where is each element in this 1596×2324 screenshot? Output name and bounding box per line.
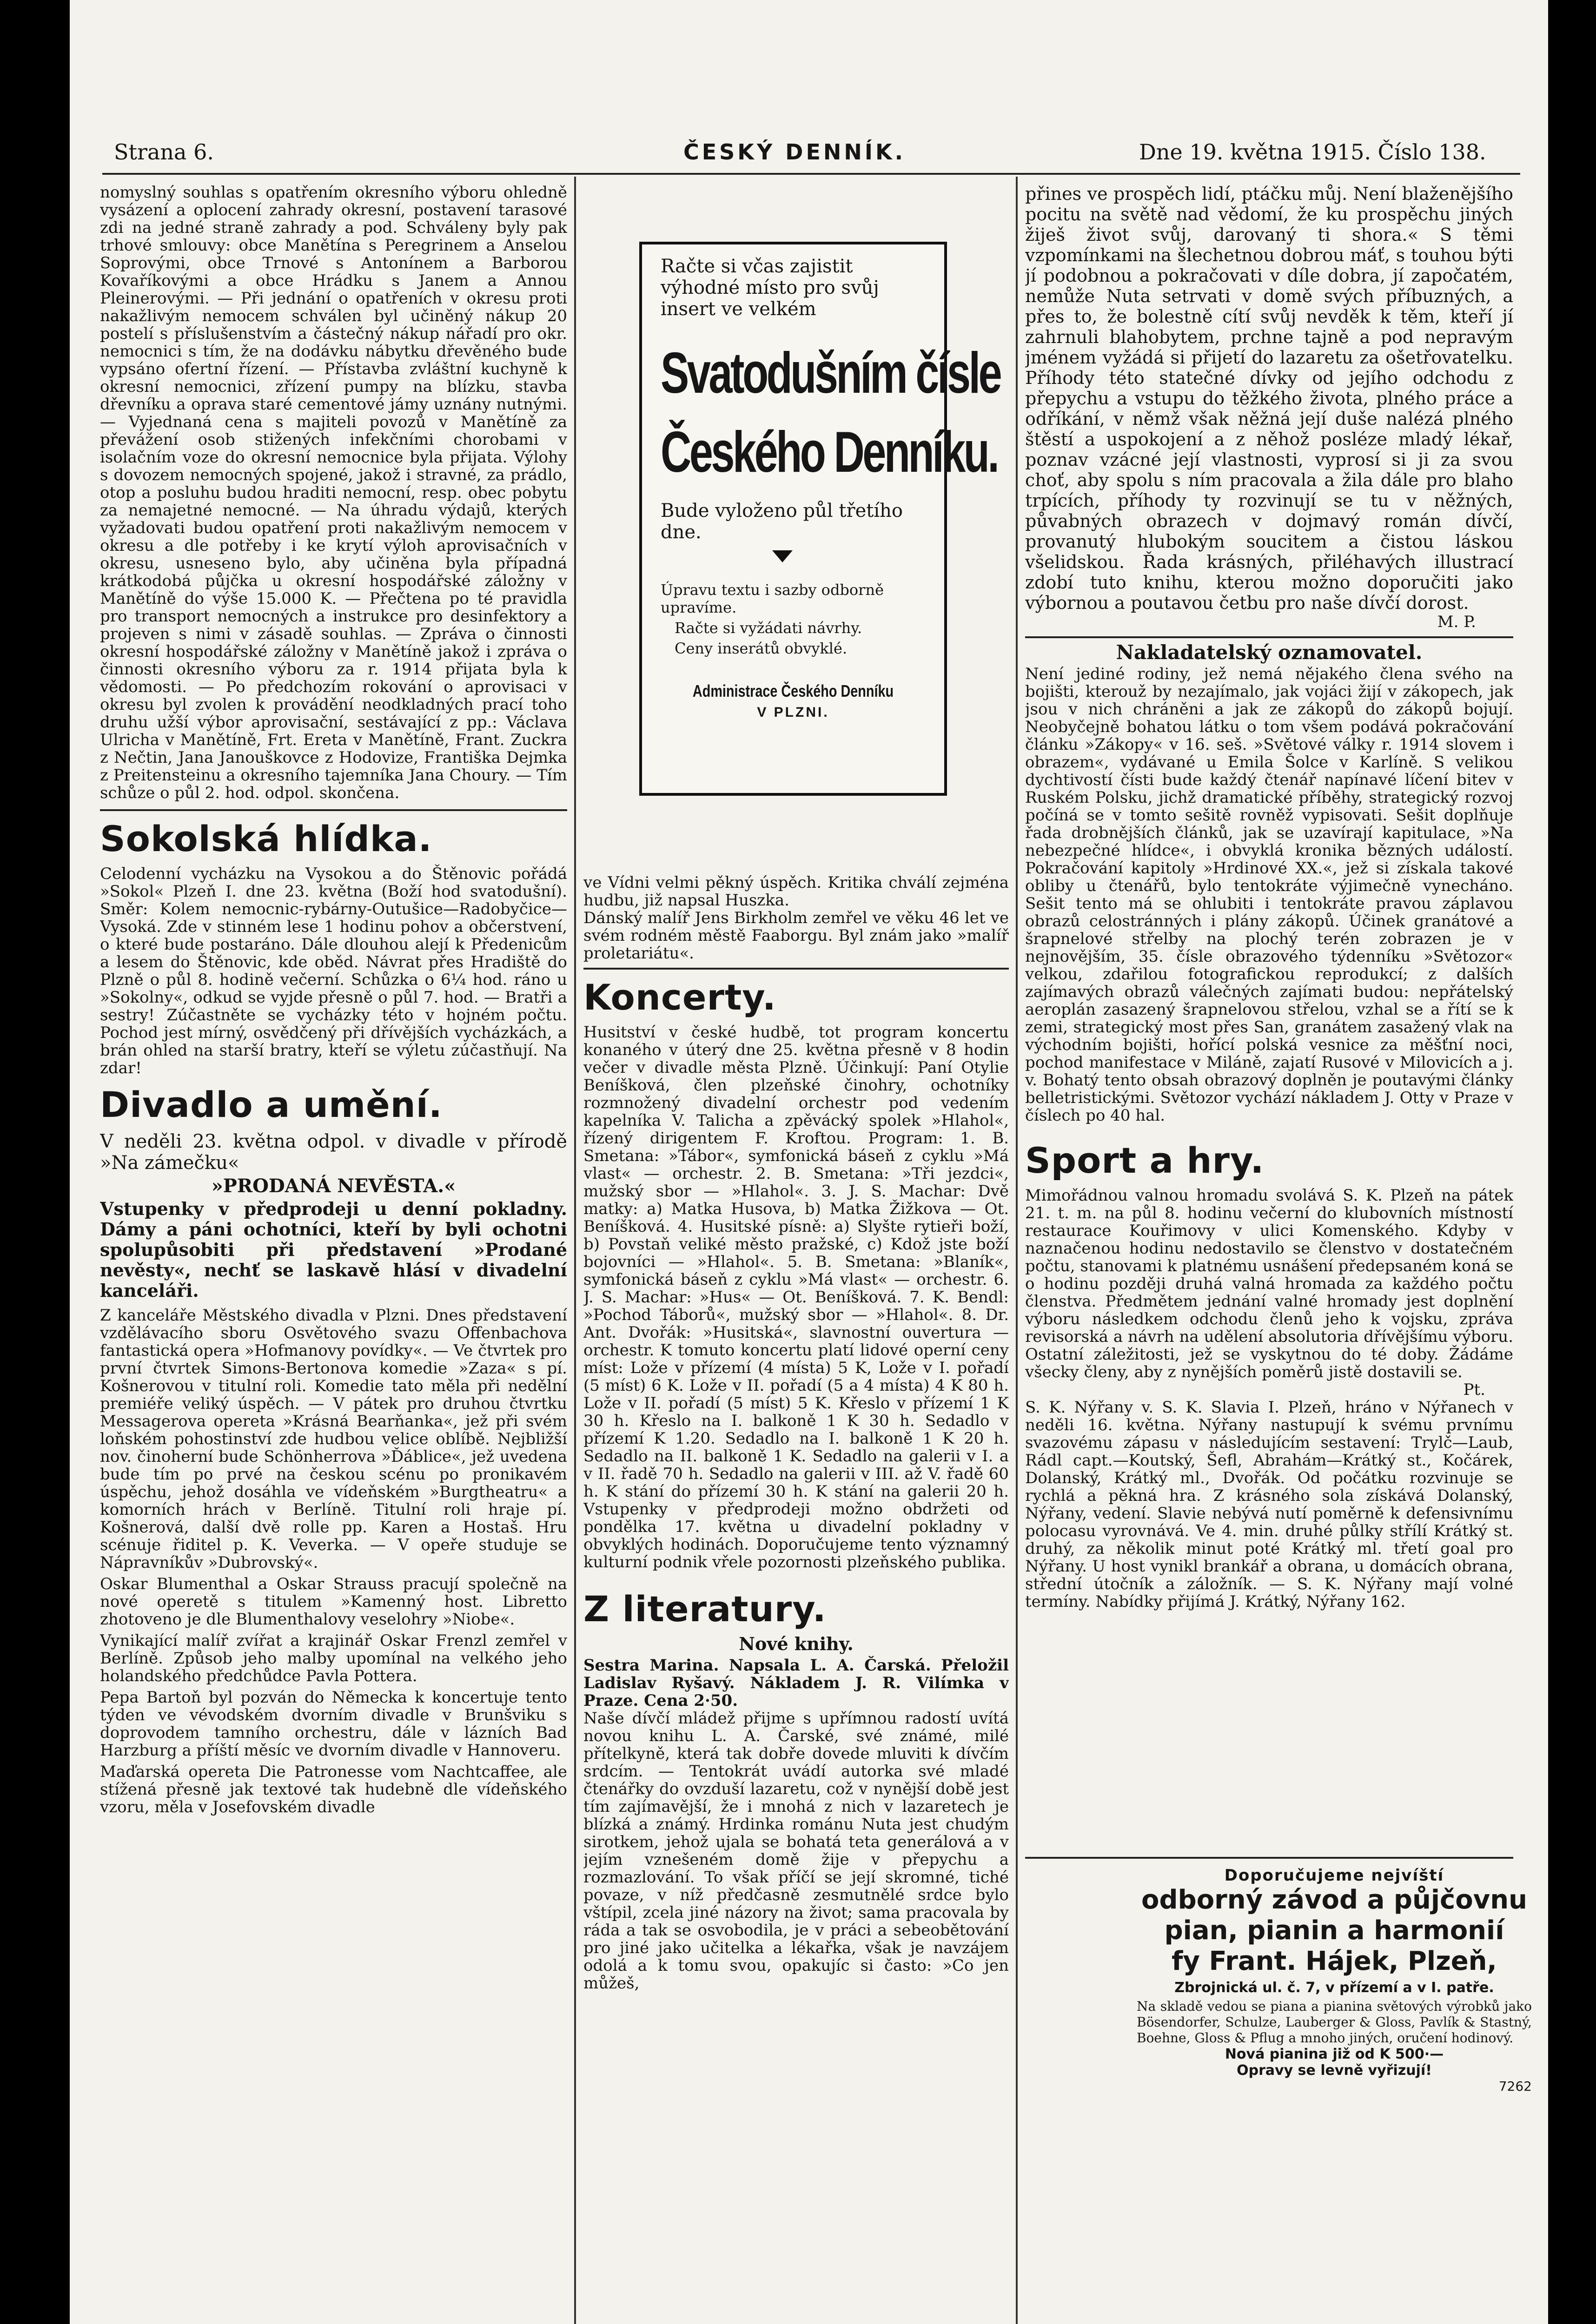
column-2	[583, 874, 1009, 2324]
ad-small-1: Úpravu textu i sazby odborně upravíme.	[661, 581, 884, 616]
review-signature: M. P.	[1437, 613, 1476, 631]
divadlo-tickets: Vstupenky v předprodeji u denní pokladny. Dámy a páni ochotníci, kteří by byli ochotni spolupůsobiti při představení »Prodané nevěsty«, nechť se laskavě hlásí v divadelní kanceláři.	[100, 1198, 567, 1301]
piano-ad-repairs: Opravy se levně vyřizují!	[1237, 2062, 1432, 2079]
header-rule	[102, 173, 1520, 175]
sport-article: Mimořádnou valnou hromadu svolává S. K. Plzeň na pátek 21. t. m. na půl 8. hodinu večerní do klubovních místností restaurace Kouřimovy v ulici Komenského. Kdyby v naznačenou hodinu nedostavilo se členstvo v dostatečném počtu, stanovami k platnému usnášení předepsaném koná se o hodinu později druhá valná hromada za každého počtu členstva. Předmětem jednání valné hromady jest doplnění výboru následkem odchodu členů jeho k vojsku, zpráva revisorská a návrh na udělení absolutoria dřívějšímu výboru. Ostatní záležitosti, jež se vyskytnou do té doby. Žádáme všecky členy, aby z nynějších poměrů jistě dostavili se.	[1025, 1186, 1513, 1381]
book-review-continued: přines ve prospěch lidí, ptáčku můj. Není blaženějšího pocitu na světě nad vědomí, že ku prospěchu jiných žiješ život svůj, darovaný ti shora.« S těmi vzpomínkami na šlechetnou dobrou máť, s touhou býti jí podobnou a pokračovati v díle dobra, jí započatém, nemůže Nuta setrvati v domě svých příbuzných, a přes to, že bolestně cítí svůj nevděk k těm, kteří jí zahrnuli blahobytem, prchne tajně a pod nepravým jménem vyžádá si přijetí do lazaretu za ošetřovatelku. Příhody této statečné dívky od jejího odchodu z přepychu a vstupu do těžkého života, plného práce a odříkání, v němž však něžná její duše nalézá plného štěstí a uspokojení a z něhož posléze mladý lékař, poznav vzácné její vlastnosti, vyprosí si ji za svou choť, aby spolu s ním pracovala a žila dále pro blaho trpících, příhody ty rozvinují se tu v něžných, půvabných obrazech v dojmavý román dívčí, provanutý hlubokým soucitem a čistou láskou všelidskou. Řada krásných, přiléhavých illustrací zdobí tuto knihu, kterou možno doporučiti jako výbornou a poutavou četbu pro naše dívčí dorost.	[1025, 184, 1513, 613]
section-title-divadlo: Divadlo a umění.	[100, 1084, 443, 1125]
advertisement-content	[661, 256, 1000, 723]
divider	[1025, 636, 1513, 638]
piano-ad-line-4: fy Frant. Hájek, Plzeň,	[1172, 1946, 1497, 1976]
divider	[1025, 1857, 1513, 1859]
koncerty-article: Husitství v české hudbě, tot program koncertu konaného v úterý dne 25. května přesně v 8 hodin večer v divadle města Plzně. Účinkují: Paní Otylie Beníšková, člen plzeňské činohry, ochotníky rozmnožený divadelní orchestr pod vedením kapelníka V. Talicha a zpěvácký spolek »Hlahol«, řízený dirigentem F. Kroftou. Program: 1. B. Smetana: »Tábor«, symfonická báseň z cyklu »Má vlast« — orchestr. 2. B. Smetana: »Tři jezdci«, mužský sbor — »Hlahol«. 3. J. S. Machar: Dvě matky: a) Matka Husova, b) Matka Žižkova — Ot. Beníšková. 4. Husitské písně: a) Slyšte rytieři boží, b) Povstaň veliké město pražské, c) Kdož jste boží bojovníci — »Hlahol«. 5. B. Smetana: »Blaník«, symfonická báseň z cyklu »Má vlast« — orchestr. 6. J. S. Machar: »Hus« — Ot. Beníšková. 7. K. Bendl: »Pochod Táborů«, mužský sbor — »Hlahol«. 8. Dr. Ant. Dvořák: »Husitská«, slavnostní ouvertura — orchestr. K tomuto koncertu platí lidové operní ceny míst: Lože v přízemí (4 místa) 5 K, Lože v I. pořadí (5 míst) 6 K. Lože v II. pořadí (5 a 4 místa) 4 K 80 h. Lože v II. pořadí (5 míst) 5 K. Křeslo v přízemí 1 K 30 h. Křeslo na I. balkoně 1 K 30 h. Sedadlo v přízemí K 1.20. Sedadlo na I. balkoně 1 K 20 h. Sedadlo na II. balkoně 1 K. Sedadlo na galerii v I. a v II. řadě 70 h. Sedadlo na galerii v III. až V. řadě 60 h. K stání do přízemí 30 h. K stání na galerii 20 h. Vstupenky v předprodeji možno obdržeti od pondělka 17. května u divadelní pokladny v obvyklých hodinách. Doporučujeme tento významný kulturní podnik vřele pozornosti plzeňského publika.	[583, 1023, 1009, 1571]
book-review: Naše dívčí mládež přijme s upřímnou radostí uvítá novou knihu L. A. Čarské, své známé, milé přítelkyně, která tak dobře dovede mluviti k dívčím srdcím. — Tentokrát uvádí autorka své mladé čtenářky do ovzduší lazaretu, což v nynější době jest tím zajímavější, že i mnohá z nich v lazaretech je blízká a známý. Hrdinka románu Nuta jest chudým sirotkem, jehož ujala se bohatá teta generálová a v jejím vznešeném domě žije v přepychu a rozmazlování. To však příčí se její skromné, tiché povaze, v níž předčasně zesmutnělé srdce bylo vštípil, zcela jiné názory na život; sama pracovala by ráda a tak se osvobodila, je v práci a sebeobětování pro jiné jako učitelka a lékařka, však je navzájem odolá a k tomu svou, opakujíc si často: »Co jen můžeš,	[583, 1709, 1009, 1993]
sokol-article: Celodenní vycházku na Vysokou a do Štěnovic pořádá »Sokol« Plzeň I. dne 23. května (Boží hod svatodušní). Směr: Kolem nemocnic-rybárny-Outušice—Radobyčice—Vysoká. Zde v stinném lese 1 hodinu pohov a občerstvení, o které bude postaráno. Dále dlouhou alejí k Předenicům a lesem do Štěnovic, kde oběd. Návrat přes Hradiště do Plzně o půl 8. hodině večerní. Schůzka o 6¼ hod. ráno u »Sokolny«, odkud se vyjde přesně o půl 7. hod. — Bratři a sestry! Zúčastněte se vycházky této v hojném počtu. Pochod jest mírný, osvědčený při dřívějších vycházkách, a brán ohled na starší bratry, kteří se výletu zúčastňují. Na zdar!	[100, 865, 567, 1077]
ad-headline-1: Svatodušním čísle	[661, 341, 1000, 405]
ad-middle: Bude vyloženo půl třetího dne.	[661, 500, 903, 543]
ad-signature-city: V PLZNI.	[757, 705, 829, 720]
piano-advertisement	[1137, 1866, 1532, 2094]
ad-code: 7262	[1498, 2079, 1532, 2094]
sport-signature: Pt.	[1463, 1380, 1485, 1399]
madarska-article: Maďarská opereta Die Patronesse vom Nachtcaffee, ale stížená přesně jak textové tak hudebně dle vídeňského vzoru, měla v Josefovském divadle	[100, 1763, 567, 1816]
piano-ad-line-2: odborný závod a půjčovnu	[1141, 1885, 1527, 1915]
ad-intro: Račte si včas zajistit výhodné místo pro svůj insert ve velkém	[661, 256, 879, 320]
ad-small-2: Račte si vyžádati návrhy.	[675, 619, 862, 637]
column-rule-2	[1016, 177, 1018, 2324]
section-title-sokol: Sokolská hlídka.	[100, 818, 432, 859]
nakladatelsky-heading: Nakladatelský oznamovatel.	[1116, 641, 1423, 664]
barton-article: Pepa Bartoň byl pozván do Německa k koncertuje tento týden ve vévodském dvorním divadle v Brunšviku s doprovodem tamního orchestru, dále v lázních Bad Harzburg a příští měsíc ve dvorním divadle v Hannoveru.	[100, 1688, 567, 1760]
book-entry: Sestra Marina. Napsala L. A. Čarská. Přeložil Ladislav Ryšavý. Nákladem J. R. Vilímka v Praze. Cena 2·50.	[583, 1656, 1009, 1710]
section-title-literatura: Z literatury.	[583, 1588, 827, 1630]
triangle-icon	[772, 550, 793, 562]
column-3	[1025, 184, 1513, 1857]
ad-signature: Administrace Českého Denníku	[692, 681, 894, 700]
masthead: ČESKÝ DENNÍK.	[683, 139, 906, 165]
page-number: Strana 6.	[114, 139, 214, 165]
date-issue: Dne 19. května 1915. Číslo 138.	[1139, 139, 1486, 165]
ad-small-3: Ceny inserátů obvyklé.	[675, 640, 848, 657]
nove-knihy-heading: Nové knihy.	[739, 1633, 854, 1654]
divadlo-play: »PRODANÁ NEVĚSTA.«	[211, 1175, 456, 1197]
okresni-zprava: nomyslný souhlas s opatřením okresního výboru ohledně vysázení a oplocení zahrady okresní, postavení tarasové zdi na jedné straně zahrady a pod. Schváleny byly pak trhové smlouvy: obce Manětína s Peregrinem a Anselou Soprovými, obce Trnové s Antonínem a Barborou Kovaříkovými a obce Hrádku s Janem a Annou Pleinerovými. — Při jednání o opatřeních v okresu proti nakažlivým nemocem schválen byl učiněný nákup 20 postelí s příslušenstvím a částečný nákup nářadí pro okr. nemocnici s tím, že na dodávku nábytku dřevěného bude vypsáno ofertní řízení. — Přístavba zvláštní kuchyně k okresní nemocnici, zřízení pumpy na blízku, stavba dřevníku a oprava staré cementové jámy uznány nutnými. — Vyjednaná cena s majiteli povozů v Manětíně za převážení osob stižených infekčními chorobami v isolačním voze do okresní nemocnice byla přijata. Výlohy s dovozem nemocných spojené, jakož i stravné, za prádlo, otop a posluhu budou hraditi nemocní, resp. obec pobytu za nemajetné nemocné. — Na úhradu výdajů, kterých vyžadovati budou opatření proti nakažlivým nemocem v okresu a dle potřeby i ke krytí výloh aprovisačních v okresu, usneseno bylo, aby učiněna byla případná krátkodobá půjčka u okresní hospodářské záložny v Manětíně do výše 15.000 K. — Přečtena po té pravidla pro transport nemocných a instrukce pro desinfektory a projeven s nimi v zásadě souhlas. — Zpráva o činnosti okresní hospodářské záložny v Manětíně jakož i zpráva o činnosti okresního výboru za r. 1914 přijata byla k vědomosti. — Po předchozím rokování o aprovisaci v okresu byl zvolen k provádění neodkladných prací toho druhu užší výbor aprovisační, sestávající z pp.: Václava Ulricha v Manětíně, Frt. Ereta v Manětíně, Frant. Zuckra z Nečtin, Jana Janouškovce z Hodovize, Františka Dejmka z Preitensteinu a okresního tajemníka Jana Choury. — Tím schůze o půl 2. hod. odpol. skončena.	[100, 184, 567, 802]
piano-ad-address: Zbrojnická ul. č. 7, v přízemí a v I. patře.	[1174, 1980, 1494, 1996]
divadlo-intro: V neděli 23. května odpol. v divadle v přírodě »Na zámečku«	[100, 1131, 567, 1174]
nakladatelsky-article: Není jediné rodiny, jež nemá nějakého člena svého na bojišti, kterouž by nezajímalo, jak vojáci žijí v zákopech, jak jsou v nich chráněni a jak ze zákopů do zákopů bojují. Neobyčejně bohatou látku o tom všem podává pokračování článku »Zákopy« v 16. seš. »Světové války r. 1914 slovem i obrazem«, vydávané u Emila Šolce v Karlíně. S velikou dychtivostí čísti bude každý čtenář napínavé líčení bitev v Ruském Polsku, jichž dramatické příběhy, strategický rozvoj počíná se v tomto sešitě rovněž vypisovati. Sešit doplňuje řada drobnějších článků, jak se uzavírají kapitulace, »Na nebezpečné hlídce«, i obvyklá kronika bězných událostí. Pokračování kapitoly »Hrdinové XX.«, jež si získala takové obliby u čtenářů, bylo tentokráte výjimečně vynecháno. Sešit tento má se ohlubiti i tentokráte pravou záplavou obrazů celostránných i plány zákopů. Účinek granátové a šrapnelové střelby na plochý terén zobrazen je v nejnovějším, 35. čísle obrazového týdenníku »Světozor« velkou, zdařilou fotografickou reprodukcí; z dalších zajímavých obrazů válečných zajímati budou: nepřátelský aeroplán zasazený šrapnelovou střelou, vzhal se a řítí se k zemi, strategický most přes San, granátem zasažený vlak na východním bojišti, hořící polská vesnice za měšťní noci, pochod manifestace v Miláně, zajatí Rusové v Milovicích a j. v. Bohatý tento obsah obrazový doplněn je poutavými články belletristickými. Světozor vychází nákladem J. Otty v Praze v číslech po 40 hal.	[1025, 665, 1513, 1125]
column-rule-1	[574, 177, 576, 2324]
newspaper-page	[70, 0, 1548, 2324]
piano-ad-price: Nová pianina již od K 500·—	[1225, 2046, 1444, 2062]
vienna-success: ve Vídni velmi pěkný úspěch. Kritika chválí zejména hudbu, již napsal Huszka.	[583, 874, 1009, 910]
ad-headline-2: Českého Denníku.	[661, 420, 998, 484]
dansky-malir: Dánský malíř Jens Birkholm zemřel ve věku 46 let ve svém rodném městě Faaborgu. Byl znám jako »malíř proletariátu«.	[583, 909, 1009, 963]
section-title-koncerty: Koncerty.	[583, 977, 776, 1018]
divider	[100, 809, 567, 811]
section-title-sport: Sport a hry.	[1025, 1140, 1265, 1181]
nyrany-article: S. K. Nýřany v. S. K. Slavia I. Plzeň, hráno v Nýřanech v neděli 16. května. Nýřany nastupují k svému prvnímu svazovému zápasu v následujícím sestavení: Trylč—Laub, Rádl capt.—Koutský, Šefl, Abrahám—Krátký st., Kočárek, Dolanský, Krátký ml., Dvořák. Od počátku rozvinuje se rychlá a pěkná hra. Z krásného sola získává Dolanský, Nýřany, vedení. Slavie nebývá nutí poměrně k defensivnímu polocasu vyrovnává. Ve 4. min. druhé půlky střílí Krátký st. druhý, za několik minut poté Krátký ml. třetí goal pro Nýřany. U host vynikl brankář a obrana, u domácích obrana, střední útočník a záložník. — S. K. Nýřany mají volné termíny. Nabídky přijímá J. Krátký, Nýřany 162.	[1025, 1398, 1513, 1611]
piano-ad-line-3: pian, pianin a harmonií	[1164, 1915, 1504, 1946]
kancelar-article: Z kanceláře Městského divadla v Plzni. Dnes představení vzdělávacího sboru Osvětového svazu Offenbachova fantastická opera »Hofmanovy povídky«. — Ve čtvrtek pro první čtvrtek Simons-Bertonova komedie »Zaza« s pí. Košnerovou v titulní roli. Komedie tato měla při nedělní premiéře veliký úspěch. — V pátek pro druhou čtvrtku Messagerova opereta »Krásná Bearňanka«, jež při svém loňském pohostinství zde hudbou velice oblíbě. Nejbližší nov. činoherní bude Schönherrova »Ďáblice«, jež uvedena bude tím po prvé na českou scénu po pronikavém úspěchu, jehož dosáhla ve vídeňském »Burgtheatru« a komorních hrách v Berlíně. Titulní roli hraje pí. Košnerová, další dvě rolle pp. Karen a Hostaš. Hru scénuje řiditel p. K. Veverka. — V opeře studuje se Nápravníkův »Dubrovský«.	[100, 1306, 567, 1572]
strauss-article: Oskar Blumenthal a Oskar Strauss pracují společně na nové operetě s titulem »Kamenný host. Libretto zhotoveno je dle Blumenthalovy veselohry »Niobe«.	[100, 1575, 567, 1629]
piano-ad-line-1: Doporučujeme nejvíští	[1224, 1866, 1444, 1885]
divider	[583, 968, 1009, 970]
piano-ad-body: Na skladě vedou se piana a pianina světových výrobků jako Bösendorfer, Schulze, Lauberger & Gloss, Pavlík & Stastný, Boehne, Gloss & Pflug a mnoho jiných, oručení hodinový.	[1137, 1999, 1532, 2046]
column-1	[100, 184, 567, 2324]
advertisement-box	[639, 242, 1000, 796]
frenzl-article: Vynikající malíř zvířat a krajinář Oskar Frenzl zemřel v Berlíně. Způsob jeho malby upomínal na velkého jeho holandského předchůdce Pavla Pottera.	[100, 1631, 567, 1685]
